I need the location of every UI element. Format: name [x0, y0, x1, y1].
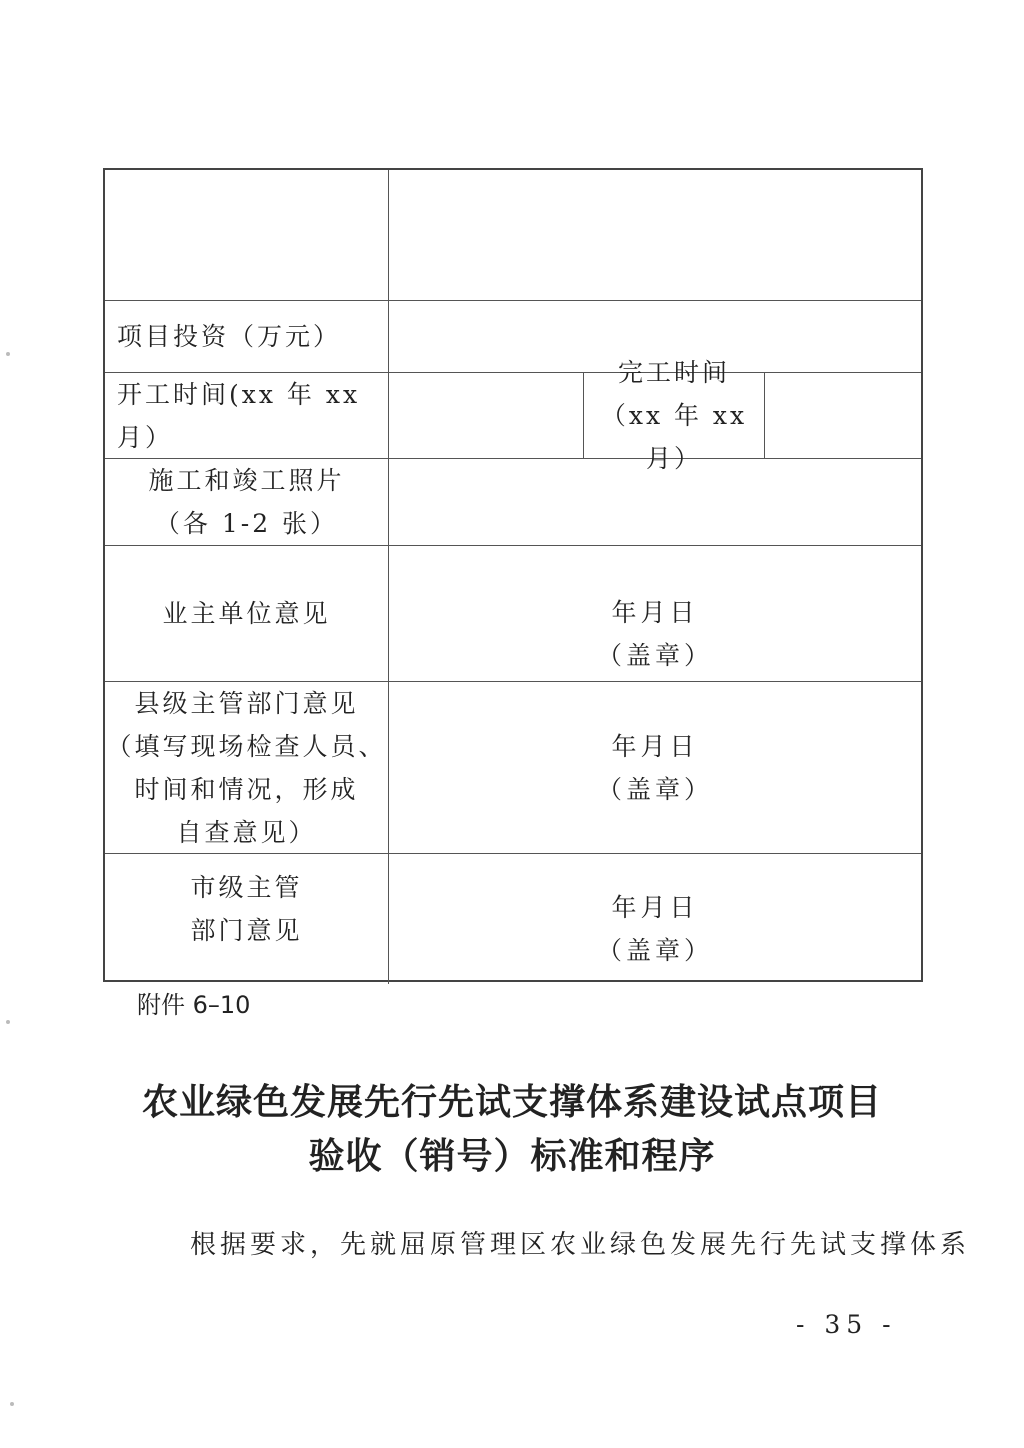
owner-date-line: 年月日 [611, 597, 699, 627]
body-paragraph: 根据要求，先就屈原管理区农业绿色发展先行先试支撑体系 [190, 1230, 971, 1260]
acceptance-form-table [103, 168, 923, 982]
city-opinion-label [105, 854, 389, 984]
table-row-city-opinion [105, 854, 921, 984]
table-row-county-opinion [105, 682, 921, 854]
city-stamp-line: （盖章） [596, 936, 713, 965]
page-number: - 35 - [796, 1310, 897, 1339]
blank-label-cell [105, 170, 389, 300]
scan-speck [6, 352, 10, 356]
finish-time-label-text: 完工时间（xx 年 xx 月） [600, 358, 748, 473]
county-stamp-line: （盖章） [596, 774, 713, 804]
county-label-line-1: 县级主管部门意见 [134, 688, 359, 718]
county-label-line-2: （填写现场检查人员、 [106, 731, 387, 761]
document-title-line-2: 验收（销号）标准和程序 [308, 1135, 716, 1177]
photos-value-cell [389, 459, 921, 545]
table-row-blank [105, 170, 921, 301]
owner-opinion-value-cell [389, 546, 921, 681]
scan-speck [6, 1020, 10, 1024]
county-opinion-value-cell [389, 682, 921, 853]
photos-label-line-1: 施工和竣工照片 [148, 466, 345, 495]
blank-value-cell [389, 170, 921, 300]
city-label-line-1: 市级主管 [190, 873, 303, 902]
owner-stamp-line: （盖章） [596, 640, 713, 670]
county-label-line-4: 自查意见） [176, 817, 317, 847]
investment-label: 项目投资（万元） [105, 301, 389, 372]
start-time-label: 开工时间(xx 年 xx 月） [105, 373, 389, 458]
city-label-line-2: 部门意见 [190, 916, 303, 945]
photos-label [105, 459, 389, 545]
city-date-line: 年月日 [611, 893, 699, 922]
table-row-photos [105, 459, 921, 546]
finish-time-label [583, 358, 765, 473]
scan-speck [10, 1402, 14, 1406]
photos-label-line-2: （各 1-2 张） [154, 509, 339, 538]
table-row-investment [105, 301, 921, 373]
owner-opinion-label: 业主单位意见 [105, 546, 389, 681]
attachment-label: 附件 6–10 [137, 991, 251, 1019]
document-title-line-1: 农业绿色发展先行先试支撑体系建设试点项目 [141, 1081, 882, 1123]
city-opinion-value-cell [389, 854, 921, 984]
table-row-dates [105, 358, 921, 473]
county-label-line-3: 时间和情况，形成 [134, 774, 359, 804]
county-opinion-label [105, 682, 389, 853]
table-row-owner-opinion [105, 546, 921, 682]
county-date-line: 年月日 [611, 731, 699, 761]
